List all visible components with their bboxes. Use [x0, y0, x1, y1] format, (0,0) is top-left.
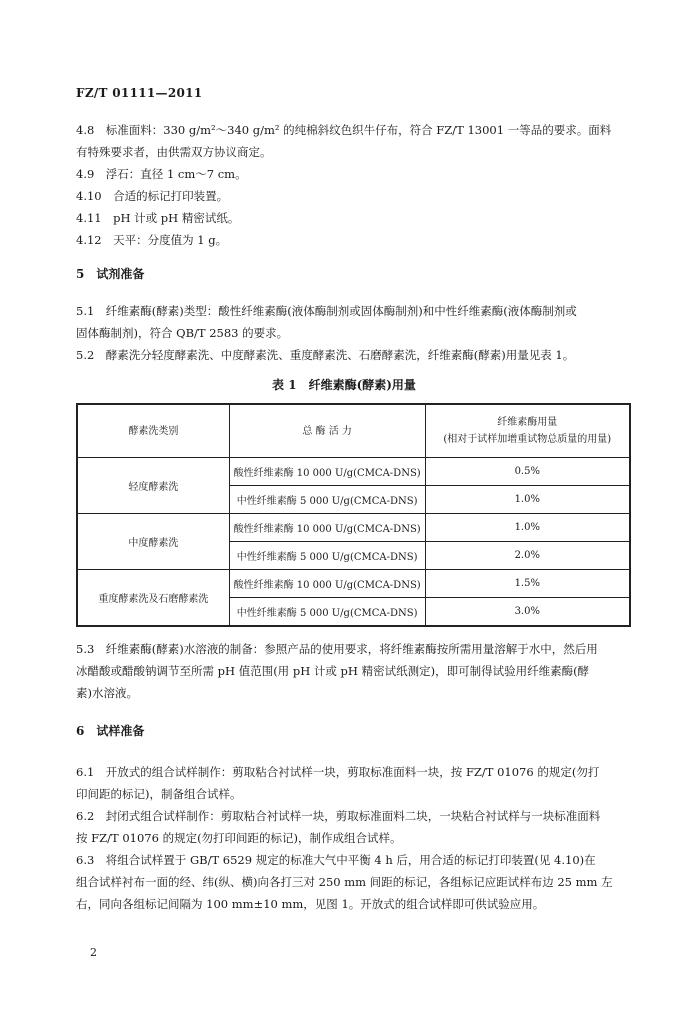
category-heavy-stone: 重度酵素洗及石磨酵素洗 — [77, 570, 229, 627]
item-6-3-line1: 6.3 将组合试样置于 GB/T 6529 规定的标准大气中平衡 4 h 后，用合适的标记打印装置(见 4.10)在 — [76, 853, 596, 867]
activity-cell: 中性纤维素酶 5 000 U/g(CMCA-DNS) — [229, 542, 425, 570]
item-6-1-line2: 印间距的标记)，制备组合试样。 — [76, 787, 242, 801]
item-6-2-line1: 6.2 封闭式组合试样制作：剪取粘合衬试样一块，剪取标准面料二块，一块粘合衬试样与一块标准面料 — [76, 809, 601, 823]
dosage-cell: 0.5% — [425, 458, 630, 486]
header-activity: 总 酶 活 力 — [229, 404, 425, 458]
item-5-1-line2: 固体酶制剂)，符合 QB/T 2583 的要求。 — [76, 326, 289, 340]
header-dosage-line2: (相对于试样加增重试物总质量的用量) — [443, 434, 612, 445]
item-4-12: 4.12 天平：分度值为 1 g。 — [76, 233, 228, 247]
activity-cell: 酸性纤维素酶 10 000 U/g(CMCA-DNS) — [229, 570, 425, 598]
activity-cell: 酸性纤维素酶 10 000 U/g(CMCA-DNS) — [229, 458, 425, 486]
header-dosage-line1: 纤维素酶用量 — [497, 417, 558, 428]
item-6-2-line2: 按 FZ/T 01076 的规定(勿打印间距的标记)，制作成组合试样。 — [76, 831, 402, 845]
category-medium: 中度酵素洗 — [77, 514, 229, 570]
table-caption: 表 1 纤维素酶(酵素)用量 — [272, 378, 416, 392]
dosage-cell: 1.5% — [425, 570, 630, 598]
item-5-3-line3: 素)水溶液。 — [76, 686, 138, 700]
table-row — [77, 514, 630, 542]
dosage-cell: 3.0% — [425, 598, 630, 627]
item-4-11: 4.11 pH 计或 pH 精密试纸。 — [76, 211, 240, 225]
dosage-cell: 2.0% — [425, 542, 630, 570]
item-4-10: 4.10 合适的标记打印装置。 — [76, 189, 229, 203]
item-6-3-line3: 右，同向各组标记间隔为 100 mm±10 mm，见图 1。开放式的组合试样即可供试验应用。 — [76, 897, 545, 911]
item-4-8-line1: 4.8 标准面料：330 g/m²～340 g/m² 的纯棉斜纹色织牛仔布，符合 FZ/T 13001 一等品的要求。面料 — [76, 123, 612, 137]
item-4-8-line2: 有特殊要求者，由供需双方协议商定。 — [76, 145, 272, 159]
activity-cell: 酸性纤维素酶 10 000 U/g(CMCA-DNS) — [229, 514, 425, 542]
standard-code: FZ/T 01111—2011 — [76, 86, 203, 100]
enzyme-dosage-table — [76, 403, 631, 627]
header-dosage — [425, 404, 630, 458]
activity-cell: 中性纤维素酶 5 000 U/g(CMCA-DNS) — [229, 486, 425, 514]
section-6-heading: 6 试样准备 — [76, 724, 145, 738]
header-category: 酵素洗类别 — [77, 404, 229, 458]
category-light: 轻度酵素洗 — [77, 458, 229, 514]
item-5-2: 5.2 酵素洗分轻度酵素洗、中度酵素洗、重度酵素洗、石磨酵素洗，纤维素酶(酵素)用量见表 1。 — [76, 348, 575, 362]
page-number: 2 — [90, 946, 97, 959]
item-5-3-line2: 冰醋酸或醋酸钠调节至所需 pH 值范围(用 pH 计或 pH 精密试纸测定)，即可制得试验用纤维素酶(酵 — [76, 664, 590, 678]
table-header-row — [77, 404, 630, 458]
item-6-1-line1: 6.1 开放式的组合试样制作：剪取粘合衬试样一块，剪取标准面料一块，按 FZ/T 01076 的规定(勿打 — [76, 765, 600, 779]
table-row — [77, 570, 630, 598]
section-5-heading: 5 试剂准备 — [76, 267, 145, 281]
activity-cell: 中性纤维素酶 5 000 U/g(CMCA-DNS) — [229, 598, 425, 627]
table-row — [77, 458, 630, 486]
dosage-cell: 1.0% — [425, 486, 630, 514]
item-5-1-line1: 5.1 纤维素酶(酵素)类型：酸性纤维素酶(液体酶制剂或固体酶制剂)和中性纤维素酶(液体酶制剂或 — [76, 304, 577, 318]
dosage-cell: 1.0% — [425, 514, 630, 542]
item-5-3-line1: 5.3 纤维素酶(酵素)水溶液的制备：参照产品的使用要求，将纤维素酶按所需用量溶解于水中，然后用 — [76, 642, 598, 656]
item-4-9: 4.9 浮石：直径 1 cm～7 cm。 — [76, 167, 247, 181]
item-6-3-line2: 组合试样衬布一面的经、纬(纵、横)向各打三对 250 mm 间距的标记，各组标记应距试样布边 25 mm 左 — [76, 875, 613, 889]
